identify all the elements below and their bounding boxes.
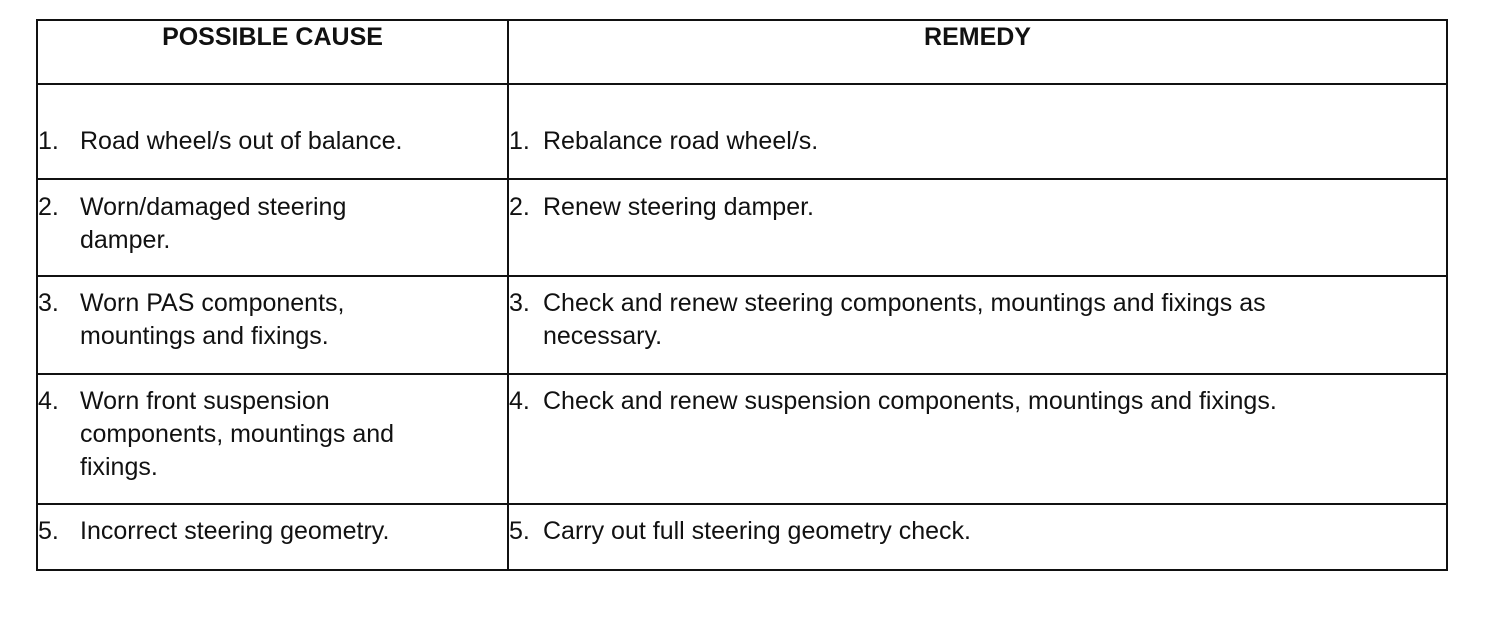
cause-text: Incorrect steering geometry.: [80, 517, 390, 545]
table-row: [37, 504, 1447, 570]
cause-number: 1.: [38, 127, 59, 155]
remedy-text: Check and renew steering components, mountings and fixings as necessary.: [543, 289, 1266, 350]
header-row: [37, 20, 1447, 84]
table-row: [37, 84, 1447, 179]
remedy-number: 4.: [509, 387, 530, 415]
table-row: [37, 179, 1447, 276]
possible-cause-header: POSSIBLE CAUSE: [37, 20, 508, 84]
cause-number: 4.: [38, 387, 59, 415]
remedy-text: Carry out full steering geometry check.: [543, 517, 971, 545]
cause-number: 3.: [38, 289, 59, 317]
remedy-number: 5.: [509, 517, 530, 545]
cause-cell: [37, 374, 508, 504]
table-row: [37, 276, 1447, 374]
remedy-cell: [508, 179, 1447, 276]
cause-text: Worn/damaged steering damper.: [80, 193, 347, 254]
cause-text: Road wheel/s out of balance.: [80, 127, 403, 155]
cause-cell: [37, 179, 508, 276]
remedy-cell: [508, 276, 1447, 374]
remedy-cell: [508, 504, 1447, 570]
remedy-cell: [508, 84, 1447, 179]
remedy-number: 1.: [509, 127, 530, 155]
remedy-header: REMEDY: [508, 20, 1447, 84]
cause-cell: [37, 276, 508, 374]
remedy-cell: [508, 374, 1447, 504]
remedy-number: 3.: [509, 289, 530, 317]
remedy-text: Check and renew suspension components, mountings and fixings.: [543, 387, 1277, 415]
cause-text: Worn front suspension components, mountings and fixings.: [80, 387, 395, 481]
troubleshooting-table: [36, 19, 1448, 571]
remedy-number: 2.: [509, 193, 530, 221]
cause-cell: [37, 504, 508, 570]
table-row: [37, 374, 1447, 504]
cause-number: 5.: [38, 517, 59, 545]
remedy-text: Rebalance road wheel/s.: [543, 127, 819, 155]
remedy-text: Renew steering damper.: [543, 193, 814, 221]
cause-text: Worn PAS components, mountings and fixings.: [80, 289, 345, 350]
cause-cell: [37, 84, 508, 179]
cause-number: 2.: [38, 193, 59, 221]
